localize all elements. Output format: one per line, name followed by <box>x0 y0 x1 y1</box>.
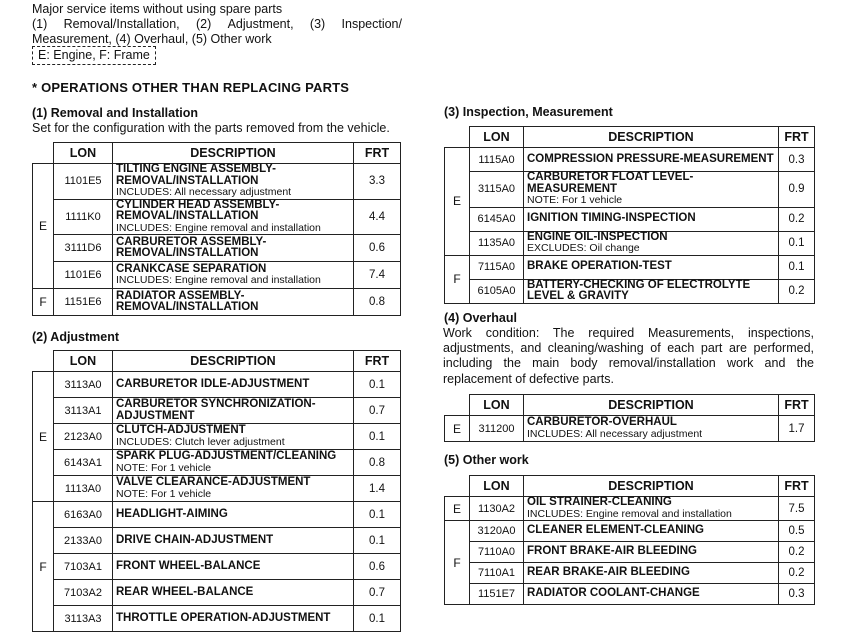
lon-code: 1111K0 <box>54 199 113 235</box>
intro-line-3: Measurement, (4) Overhaul, (5) Other work <box>32 32 272 46</box>
group-label: E <box>445 416 470 442</box>
table-row <box>33 580 401 606</box>
legend-box: E: Engine, F: Frame <box>32 46 156 65</box>
table-row <box>33 262 401 289</box>
operation-title: CRANKCASE SEPARATION <box>116 262 267 275</box>
frt-value: 0.1 <box>354 502 401 528</box>
lon-code: 311200 <box>470 416 524 442</box>
table-row <box>33 199 401 235</box>
intro-text <box>32 2 402 47</box>
lon-code: 7110A0 <box>470 542 524 563</box>
lon-code: 1101E5 <box>54 164 113 200</box>
description-cell <box>524 521 779 542</box>
group-label: F <box>33 289 54 316</box>
description-header: DESCRIPTION <box>113 143 354 164</box>
frt-value: 0.7 <box>354 580 401 606</box>
lon-header: LON <box>54 143 113 164</box>
table-removal <box>32 142 401 316</box>
lon-code: 1151E6 <box>54 289 113 316</box>
frt-value: 0.1 <box>354 424 401 450</box>
section-title-adjustment: (2) Adjustment <box>32 330 120 344</box>
table-row <box>33 372 401 398</box>
description-header: DESCRIPTION <box>524 395 779 416</box>
frt-value: 0.1 <box>779 231 815 255</box>
description-cell <box>113 235 354 262</box>
table-row <box>445 279 815 303</box>
frt-value: 3.3 <box>354 164 401 200</box>
section-title-other-work: (5) Other work <box>444 453 529 467</box>
table-row <box>33 606 401 632</box>
table-row <box>33 528 401 554</box>
description-cell <box>113 424 354 450</box>
operation-title: ENGINE OIL-INSPECTION <box>527 230 668 243</box>
operation-title: FRONT BRAKE-AIR BLEEDING <box>527 545 697 558</box>
operation-title: REAR BRAKE-AIR BLEEDING <box>527 566 690 579</box>
frt-header: FRT <box>779 127 815 148</box>
lon-header: LON <box>470 476 524 497</box>
group-label: F <box>445 255 470 303</box>
operation-note: INCLUDES: All necessary adjustment <box>116 186 292 198</box>
group-label: E <box>445 497 470 521</box>
group-header <box>445 127 470 148</box>
frt-header: FRT <box>354 143 401 164</box>
operation-title: CARBURETOR SYNCHRONIZATION-ADJUSTMENT <box>116 398 316 422</box>
lon-code: 3113A1 <box>54 398 113 424</box>
frt-value: 0.6 <box>354 235 401 262</box>
intro-word: (2) <box>195 17 212 31</box>
group-label: F <box>445 521 470 605</box>
table-row <box>33 424 401 450</box>
frt-value: 7.4 <box>354 262 401 289</box>
frt-value: 1.7 <box>779 416 815 442</box>
frt-header: FRT <box>779 395 815 416</box>
operation-title: RADIATOR ASSEMBLY-REMOVAL/INSTALLATION <box>116 289 259 313</box>
operation-note: INCLUDES: Engine removal and installation <box>116 221 321 234</box>
description-cell <box>113 554 354 580</box>
operation-note: INCLUDES: All necessary adjustment <box>527 427 703 440</box>
frt-value: 0.1 <box>779 255 815 279</box>
description-cell <box>113 289 354 316</box>
frt-value: 7.5 <box>779 497 815 521</box>
frt-value: 0.2 <box>779 563 815 584</box>
table-header-row <box>445 127 815 148</box>
lon-code: 7103A2 <box>54 580 113 606</box>
frt-value: 0.2 <box>779 207 815 231</box>
description-cell <box>524 148 779 172</box>
lon-header: LON <box>470 127 524 148</box>
operation-note: NOTE: For 1 vehicle <box>116 487 212 500</box>
intro-line-1: Major service items without using spare parts <box>32 2 283 16</box>
table-row <box>445 172 815 208</box>
operation-note: INCLUDES: Clutch lever adjustment <box>116 435 285 448</box>
description-cell <box>113 502 354 528</box>
operation-title: DRIVE CHAIN-ADJUSTMENT <box>116 533 274 546</box>
description-cell <box>524 279 779 303</box>
description-cell <box>524 207 779 231</box>
lon-code: 2133A0 <box>54 528 113 554</box>
table-row <box>445 584 815 605</box>
table-row <box>445 231 815 255</box>
table-row <box>445 148 815 172</box>
table-row <box>33 289 401 316</box>
description-cell <box>113 528 354 554</box>
operation-title: CLUTCH-ADJUSTMENT <box>116 424 246 436</box>
operation-title: OIL STRAINER-CLEANING <box>527 496 672 508</box>
frt-value: 0.7 <box>354 398 401 424</box>
group-header <box>445 395 470 416</box>
operation-title: TILTING ENGINE ASSEMBLY-REMOVAL/INSTALLATION <box>116 163 276 187</box>
lon-code: 2123A0 <box>54 424 113 450</box>
table-row <box>33 164 401 200</box>
table-row <box>33 476 401 502</box>
description-cell <box>113 606 354 632</box>
operation-title: COMPRESSION PRESSURE-MEASUREMENT <box>527 152 774 165</box>
table-row <box>33 502 401 528</box>
lon-code: 1101E6 <box>54 262 113 289</box>
description-cell <box>524 542 779 563</box>
operation-note: NOTE: For 1 vehicle <box>116 461 212 474</box>
table-row <box>33 235 401 262</box>
operation-title: HEADLIGHT-AIMING <box>116 507 228 520</box>
frt-value: 0.1 <box>354 606 401 632</box>
group-header <box>33 143 54 164</box>
description-cell <box>524 584 779 605</box>
frt-header: FRT <box>779 476 815 497</box>
operation-note: INCLUDES: Engine removal and installation <box>527 507 732 520</box>
frt-value: 0.2 <box>779 542 815 563</box>
group-label: E <box>445 148 470 256</box>
frt-value: 0.8 <box>354 450 401 476</box>
table-row <box>33 554 401 580</box>
table-row <box>33 398 401 424</box>
operation-title: BATTERY-CHECKING OF ELECTROLYTE LEVEL & GRAVITY <box>527 278 751 302</box>
group-label: E <box>33 372 54 502</box>
table-header-row <box>445 476 815 497</box>
table-other-work <box>444 475 815 605</box>
description-cell <box>113 372 354 398</box>
operation-note: EXCLUDES: Oil change <box>527 242 640 254</box>
description-cell <box>113 450 354 476</box>
description-cell <box>113 199 354 235</box>
operation-title: IGNITION TIMING-INSPECTION <box>527 212 696 225</box>
lon-code: 6105A0 <box>470 279 524 303</box>
frt-value: 0.2 <box>779 279 815 303</box>
intro-word: (1) <box>32 17 48 31</box>
description-header: DESCRIPTION <box>113 351 354 372</box>
frt-value: 4.4 <box>354 199 401 235</box>
operation-title: BRAKE OPERATION-TEST <box>527 260 672 273</box>
description-cell <box>113 164 354 200</box>
table-row <box>33 450 401 476</box>
operation-note: INCLUDES: Engine removal and installation <box>116 274 321 286</box>
table-adjustment <box>32 350 401 632</box>
table-row <box>445 521 815 542</box>
lon-code: 7103A1 <box>54 554 113 580</box>
description-cell <box>113 262 354 289</box>
operation-title: CARBURETOR-OVERHAUL <box>527 416 677 428</box>
frt-value: 0.6 <box>354 554 401 580</box>
description-cell <box>524 563 779 584</box>
table-row <box>445 255 815 279</box>
table-row <box>445 416 815 442</box>
frt-value: 0.3 <box>779 584 815 605</box>
lon-code: 6143A1 <box>54 450 113 476</box>
section-title-inspection: (3) Inspection, Measurement <box>444 105 613 119</box>
intro-line-2 <box>32 17 402 32</box>
table-header-row <box>33 351 401 372</box>
frt-value: 0.3 <box>779 148 815 172</box>
operation-title: CARBURETOR FLOAT LEVEL-MEASUREMENT <box>527 171 694 195</box>
lon-code: 3113A3 <box>54 606 113 632</box>
operation-title: REAR WHEEL-BALANCE <box>116 585 254 598</box>
lon-code: 7110A1 <box>470 563 524 584</box>
intro-word: Adjustment, <box>227 17 294 31</box>
description-cell <box>524 416 779 442</box>
section-desc-removal: Set for the configuration with the parts removed from the vehicle. <box>32 121 390 135</box>
operation-title: RADIATOR COOLANT-CHANGE <box>527 587 700 600</box>
table-row <box>445 542 815 563</box>
lon-code: 1135A0 <box>470 231 524 255</box>
lon-code: 3113A0 <box>54 372 113 398</box>
group-label: F <box>33 502 54 632</box>
work-condition-text: Work condition: The required Measurements, inspections, adjustments, and cleaning/washing of each part are performed, including the main body removal/installation work and the replacement of defective parts. <box>443 326 814 386</box>
group-label: E <box>33 164 54 289</box>
description-cell <box>524 497 779 521</box>
lon-code: 6145A0 <box>470 207 524 231</box>
description-cell <box>113 476 354 502</box>
group-header <box>445 476 470 497</box>
operation-title: CARBURETOR ASSEMBLY-REMOVAL/INSTALLATION <box>116 235 267 259</box>
lon-code: 1130A2 <box>470 497 524 521</box>
intro-word: Removal/Installation, <box>63 17 180 31</box>
frt-value: 0.5 <box>779 521 815 542</box>
lon-code: 1115A0 <box>470 148 524 172</box>
operation-title: FRONT WHEEL-BALANCE <box>116 559 261 572</box>
operation-title: VALVE CLEARANCE-ADJUSTMENT <box>116 476 311 488</box>
description-header: DESCRIPTION <box>524 476 779 497</box>
lon-header: LON <box>54 351 113 372</box>
section-title-removal: (1) Removal and Installation <box>32 106 199 120</box>
intro-word: (3) <box>309 17 326 31</box>
lon-header: LON <box>470 395 524 416</box>
description-header: DESCRIPTION <box>524 127 779 148</box>
operation-title: CLEANER ELEMENT-CLEANING <box>527 524 704 537</box>
operation-title: CYLINDER HEAD ASSEMBLY-REMOVAL/INSTALLATION <box>116 198 280 222</box>
lon-code: 1113A0 <box>54 476 113 502</box>
frt-value: 0.8 <box>354 289 401 316</box>
lon-code: 3111D6 <box>54 235 113 262</box>
operation-title: THROTTLE OPERATION-ADJUSTMENT <box>116 611 331 624</box>
frt-value: 1.4 <box>354 476 401 502</box>
description-cell <box>113 580 354 606</box>
section-title-overhaul: (4) Overhaul <box>444 311 517 325</box>
operation-note: NOTE: For 1 vehicle <box>527 194 623 206</box>
table-row <box>445 563 815 584</box>
description-cell <box>113 398 354 424</box>
table-header-row <box>445 395 815 416</box>
lon-code: 7115A0 <box>470 255 524 279</box>
lon-code: 1151E7 <box>470 584 524 605</box>
lon-code: 3120A0 <box>470 521 524 542</box>
frt-header: FRT <box>354 351 401 372</box>
lon-code: 6163A0 <box>54 502 113 528</box>
frt-value: 0.9 <box>779 172 815 208</box>
table-header-row <box>33 143 401 164</box>
group-header <box>33 351 54 372</box>
table-row <box>445 497 815 521</box>
main-heading: * OPERATIONS OTHER THAN REPLACING PARTS <box>32 80 350 95</box>
description-cell <box>524 231 779 255</box>
table-overhaul <box>444 394 815 442</box>
operation-title: SPARK PLUG-ADJUSTMENT/CLEANING <box>116 450 337 462</box>
table-row <box>445 207 815 231</box>
operation-title: CARBURETOR IDLE-ADJUSTMENT <box>116 377 310 390</box>
description-cell <box>524 172 779 208</box>
lon-code: 3115A0 <box>470 172 524 208</box>
frt-value: 0.1 <box>354 372 401 398</box>
intro-word: Inspection/ <box>341 17 402 31</box>
frt-value: 0.1 <box>354 528 401 554</box>
description-cell <box>524 255 779 279</box>
table-inspection <box>444 126 815 304</box>
